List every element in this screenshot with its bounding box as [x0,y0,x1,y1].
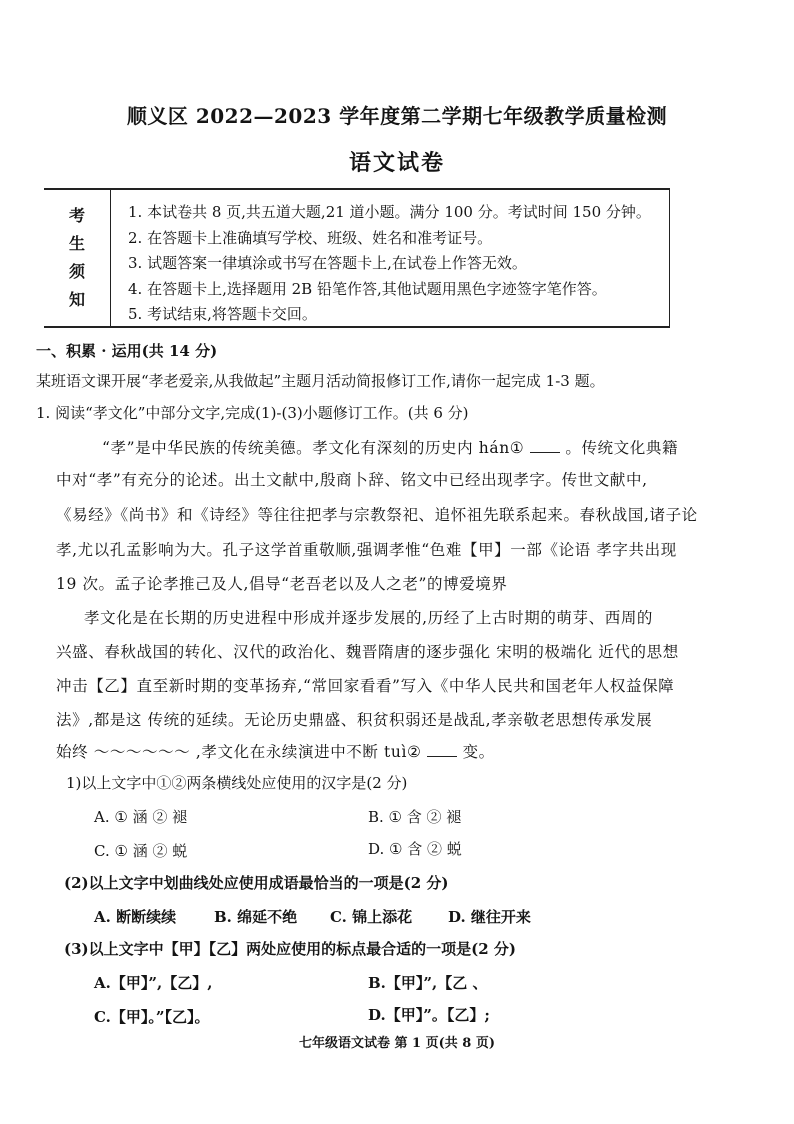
option-d: D. 继往开来 [448,908,531,926]
exam-subtitle: 语文试卷 [348,150,445,176]
option-c: C. ① 涵 ② 蜕 [94,842,188,860]
subquestion-2: (2)以上文字中划曲线处应使用成语最恰当的一项是(2 分) [64,874,449,892]
page-footer: 七年级语文试卷 第 1 页(共 8 页) [298,1036,496,1051]
option-b: B. ① 含 ② 褪 [368,808,462,826]
passage-line: 中对“孝”有充分的论述。出土文献中,殷商卜辞、铭文中已经出现孝字。传世文献中, [56,471,648,489]
answer-blank-2 [427,742,457,757]
option-c: C.【甲】。”【乙】。 [94,1008,210,1026]
answer-blank-1 [530,438,560,453]
option-d: D.【甲】”。【乙】; [368,1006,490,1024]
candidate-notice-box [44,188,670,328]
option-b: B. 绵延不绝 [214,908,298,926]
notice-rule: 5. 考试结束,将答题卡交回。 [128,305,317,324]
passage-line: 冲击【乙】直至新时期的变革扬弃,“常回家看看”写入《中华人民共和国老年人权益保障 [56,677,675,695]
exam-title: 顺义区 2022—2023 学年度第二学期七年级教学质量检测 [126,104,668,128]
option-a: A. 断断续续 [94,908,177,926]
notice-rules [128,200,651,328]
notice-rule: 3. 试题答案一律填涂或书写在答题卡上,在试卷上作答无效。 [128,254,527,273]
option-d: D. ① 含 ② 蜕 [368,840,462,858]
notice-label: 考 生 须 知 [44,190,111,326]
section-intro: 某班语文课开展“孝老爱亲,从我做起”主题月活动简报修订工作,请你一起完成 1-3 题。 [36,372,605,390]
passage-line: “孝”是中华民族的传统美德。孝文化有深刻的历史内 hán① 。传统文化典籍 [102,439,679,457]
passage-line: 始终 ～～～～～～ ,孝文化在永续演进中不断 tuì② 变。 [56,743,495,761]
option-c: C. 锦上添花 [330,908,413,926]
notice-rule: 4. 在答题卡上,选择题用 2B 铅笔作答,其他试题用黑色字迹签字笔作答。 [128,279,607,298]
passage-line: 孝,尤以孔孟影响为大。孔子这学首重敬顺,强调孝惟“色难【甲】一部《论语 孝字共出现 [56,541,677,559]
passage-line: 法》,都是这 传统的延续。无论历史鼎盛、积贫积弱还是战乱,孝亲敬老思想传承发展 [56,711,653,729]
subquestion-1: 1)以上文字中①②两条横线处应使用的汉字是(2 分) [66,774,408,792]
passage-line: 兴盛、春秋战国的转化、汉代的政治化、魏晋隋唐的逐步强化 宋明的极端化 近代的思想 [56,643,679,661]
option-a: A. ① 涵 ② 褪 [94,808,188,826]
notice-rule: 1. 本试卷共 8 页,共五道大题,21 道小题。满分 100 分。考试时间 150 分钟。 [128,203,651,221]
wavy-underline-blank: ～～～～～～ [93,743,191,761]
notice-right-border [669,190,670,326]
passage-line: 《易经》《尚书》和《诗经》等往往把孝与宗教祭祀、追怀祖先联系起来。春秋战国,诸子论 [56,506,698,524]
passage-line: 19 次。孟子论孝推己及人,倡导“老吾老以及人之老”的博爱境界 [56,575,508,593]
section-heading: 一、积累 · 运用(共 14 分) [36,342,218,360]
passage-line: 孝文化是在长期的历史进程中形成并逐步发展的,历经了上古时期的萌芽、西周的 [84,609,654,627]
notice-rule: 2. 在答题卡上准确填写学校、班级、姓名和准考证号。 [128,228,493,247]
question-1: 1. 阅读“孝文化”中部分文字,完成(1)-(3)小题修订工作。(共 6 分) [36,404,469,422]
subquestion-3: (3)以上文字中【甲】【乙】两处应使用的标点最合适的一项是(2 分) [64,940,516,958]
option-a: A.【甲】”,【乙】, [94,974,213,992]
option-b: B.【甲】”,【乙 、 [368,974,488,992]
